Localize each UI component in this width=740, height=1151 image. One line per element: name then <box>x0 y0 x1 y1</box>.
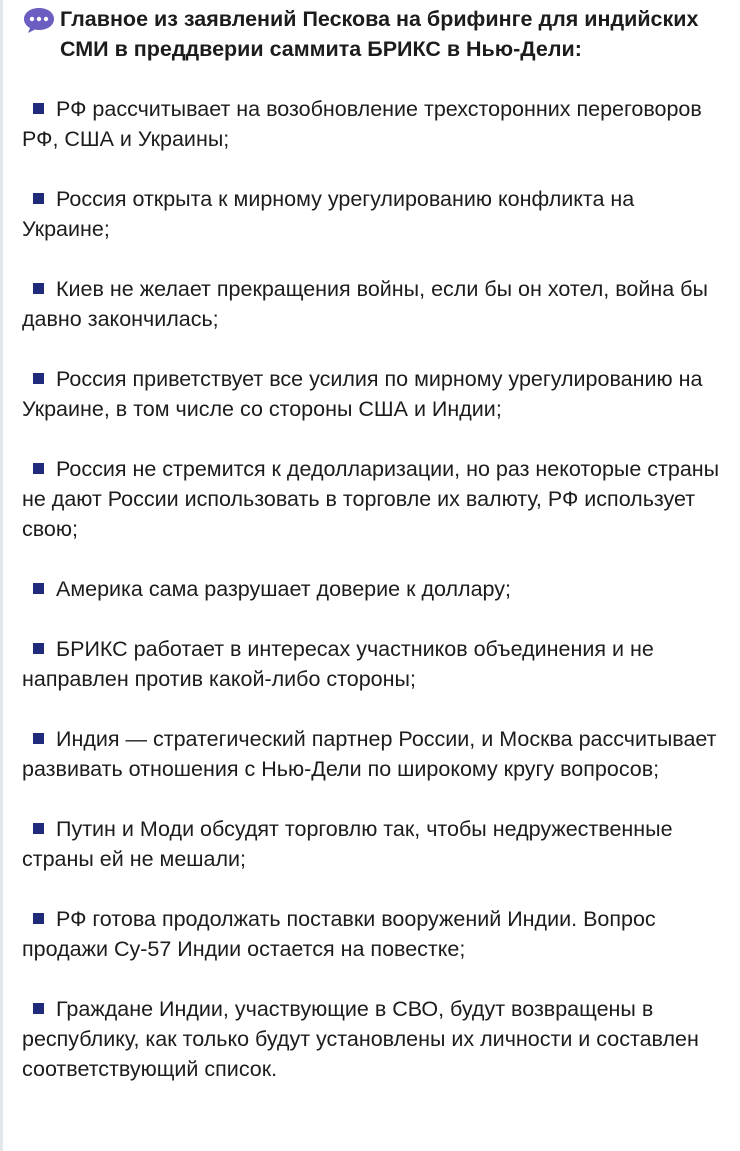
list-item <box>22 454 728 544</box>
list-item-text: Америка сама разрушает доверие к доллару; <box>56 577 511 601</box>
list-item <box>22 94 728 154</box>
list-item <box>22 904 728 964</box>
list-item-text: БРИКС работает в интересах участников объединения и не направлен против какой-либо стороны; <box>22 637 654 691</box>
list-item-text: РФ рассчитывает на возобновление трехсторонних переговоров РФ, США и Украины; <box>22 97 702 151</box>
square-bullet-icon <box>33 913 44 924</box>
square-bullet-icon <box>33 733 44 744</box>
list-item <box>22 274 728 334</box>
square-bullet-icon <box>33 463 44 474</box>
square-bullet-icon <box>33 1003 44 1014</box>
list-item-text: Путин и Моди обсудят торговлю так, чтобы недружественные страны ей не мешали; <box>22 817 673 871</box>
list-item <box>22 364 728 424</box>
list-item <box>22 184 728 244</box>
post-title: Главное из заявлений Пескова на брифинге для индийских СМИ в преддверии саммита БРИКС в Нью-Дели: <box>60 7 699 61</box>
square-bullet-icon <box>33 373 44 384</box>
list-item-text: Россия открыта к мирному урегулированию конфликта на Украине; <box>22 187 635 241</box>
list-item-text: Индия — стратегический партнер России, и Москва рассчитывает развивать отношения с Нью-Дели по широкому кругу вопросов; <box>22 727 717 781</box>
list-item-text: Россия приветствует все усилия по мирному урегулированию на Украине, в том числе со стороны США и Индии; <box>22 367 703 421</box>
speech-bubble-icon <box>22 6 56 34</box>
list-item <box>22 724 728 784</box>
statement-list <box>22 94 728 1084</box>
list-item <box>22 574 728 604</box>
square-bullet-icon <box>33 283 44 294</box>
list-item-text: Киев не желает прекращения войны, если бы он хотел, война бы давно закончилась; <box>22 277 708 331</box>
square-bullet-icon <box>33 193 44 204</box>
square-bullet-icon <box>33 103 44 114</box>
list-item-text: РФ готова продолжать поставки вооружений Индии. Вопрос продажи Су-57 Индии остается на повестке; <box>22 907 656 961</box>
post-header <box>22 4 728 64</box>
message-left-border <box>0 0 3 1151</box>
list-item-text: Граждане Индии, участвующие в СВО, будут возвращены в республику, как только будут установлены их личности и составлен соответствующий список. <box>22 997 699 1081</box>
list-item <box>22 994 728 1084</box>
list-item <box>22 814 728 874</box>
square-bullet-icon <box>33 643 44 654</box>
square-bullet-icon <box>33 583 44 594</box>
channel-post <box>22 4 728 1114</box>
square-bullet-icon <box>33 823 44 834</box>
list-item <box>22 634 728 694</box>
list-item-text: Россия не стремится к дедолларизации, но раз некоторые страны не дают России использовать в торговле их валюту, РФ использует свою; <box>22 457 720 541</box>
